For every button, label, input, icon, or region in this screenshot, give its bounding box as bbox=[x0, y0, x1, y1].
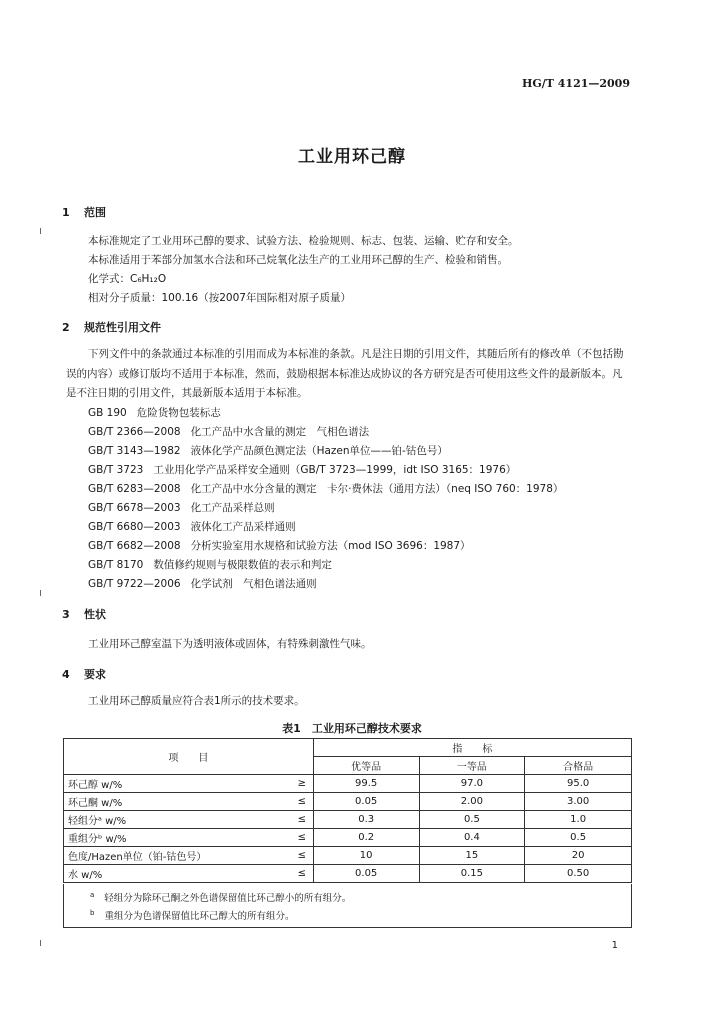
page-number: 1 bbox=[611, 940, 618, 951]
reference-code: GB/T 6678—2003 bbox=[88, 502, 181, 514]
grade-premium: 优等品 bbox=[313, 757, 419, 775]
section-title: 规范性引用文件 bbox=[84, 321, 161, 334]
section-number: 3 bbox=[62, 608, 70, 621]
reference-title: 化学试剂 气相色谱法通则 bbox=[190, 578, 317, 590]
reference-code: GB/T 9722—2006 bbox=[88, 578, 181, 590]
row-item: 重组分ᵇ w/% bbox=[64, 829, 291, 847]
row-value: 0.15 bbox=[419, 865, 525, 883]
requirements-text: 工业用环己醇质量应符合表1所示的技术要求。 bbox=[88, 695, 305, 707]
reference-item bbox=[88, 557, 332, 572]
reference-title: 数值修约规则与极限数值的表示和判定 bbox=[153, 559, 332, 571]
reference-code: GB/T 6682—2008 bbox=[88, 540, 181, 552]
reference-code: GB/T 6283—2008 bbox=[88, 483, 181, 495]
scope-line-2: 本标准适用于苯部分加氢水合法和环己烷氧化法生产的工业用环己醇的生产、检验和销售。 bbox=[88, 254, 508, 266]
reference-code: GB/T 3143—1982 bbox=[88, 445, 181, 457]
section-number: 4 bbox=[62, 668, 70, 681]
row-value: 0.05 bbox=[313, 865, 419, 883]
reference-item bbox=[88, 576, 317, 591]
row-value: 0.05 bbox=[313, 793, 419, 811]
section-2-heading bbox=[62, 319, 161, 335]
reference-item bbox=[88, 443, 448, 458]
table-row bbox=[64, 847, 632, 865]
reference-code: GB/T 3723 bbox=[88, 464, 144, 476]
section-number: 2 bbox=[62, 321, 70, 334]
row-operator: ≤ bbox=[291, 865, 313, 883]
grade-first: 一等品 bbox=[419, 757, 525, 775]
row-operator: ≥ bbox=[291, 775, 313, 793]
references-intro-paragraph: 下列文件中的条款通过本标准的引用而成为本标准的条款。凡是注日期的引用文件，其随后所有的修改单（不包括勘误的内容）或修订版均不适用于本标准，然而，鼓励根据本标准达成协议的各方研究是否可使用这些文件的最新版本。凡是不注日期的引用文件，其最新版本适用于本标准。 bbox=[66, 348, 624, 399]
row-value: 20 bbox=[525, 847, 632, 865]
section-title: 范围 bbox=[84, 206, 106, 219]
footnote-text: 重组分为色谱保留值比环己醇大的所有组分。 bbox=[104, 911, 295, 922]
reference-title: 液体化学产品颜色测定法（Hazen单位——铂-钴色号） bbox=[190, 445, 448, 457]
table-row bbox=[64, 829, 632, 847]
scope-line-1: 本标准规定了工业用环己醇的要求、试验方法、检验规则、标志、包装、运输、贮存和安全。 bbox=[88, 235, 519, 247]
table-caption: 表1 工业用环己醇技术要求 bbox=[282, 722, 422, 735]
chemical-formula: 化学式：C₆H₁₂O bbox=[88, 273, 167, 285]
section-1-heading bbox=[62, 204, 106, 220]
section-title: 性状 bbox=[84, 608, 106, 621]
table-header-row bbox=[64, 739, 632, 757]
standard-code: HG/T 4121—2009 bbox=[521, 77, 630, 90]
footnote-mark: a bbox=[90, 890, 95, 899]
row-operator: ≤ bbox=[291, 847, 313, 865]
row-value: 0.50 bbox=[525, 865, 632, 883]
binding-mark bbox=[40, 228, 41, 234]
row-value: 0.5 bbox=[525, 829, 632, 847]
table-row bbox=[64, 793, 632, 811]
row-value: 99.5 bbox=[313, 775, 419, 793]
reference-item bbox=[88, 424, 369, 439]
row-value: 97.0 bbox=[419, 775, 525, 793]
grade-qualified: 合格品 bbox=[525, 757, 632, 775]
reference-title: 化工产品采样总则 bbox=[190, 502, 275, 514]
reference-code: GB 190 bbox=[88, 407, 127, 419]
header-index: 指 标 bbox=[313, 739, 631, 757]
reference-code: GB/T 6680—2003 bbox=[88, 521, 181, 533]
row-value: 10 bbox=[313, 847, 419, 865]
row-value: 95.0 bbox=[525, 775, 632, 793]
binding-mark bbox=[40, 940, 41, 946]
reference-title: 分析实验室用水规格和试验方法（mod ISO 3696：1987） bbox=[190, 540, 471, 552]
reference-item bbox=[88, 500, 275, 515]
reference-item bbox=[88, 538, 471, 553]
reference-code: GB/T 2366—2008 bbox=[88, 426, 181, 438]
reference-title: 化工产品中水分含量的测定 卡尔·费休法（通用方法）（neq ISO 760：1978） bbox=[190, 483, 564, 495]
row-value: 0.4 bbox=[419, 829, 525, 847]
reference-item bbox=[88, 405, 221, 420]
row-operator: ≤ bbox=[291, 829, 313, 847]
reference-title: 危险货物包装标志 bbox=[136, 407, 221, 419]
table-row bbox=[64, 811, 632, 829]
row-value: 1.0 bbox=[525, 811, 632, 829]
reference-title: 液体化工产品采样通则 bbox=[190, 521, 296, 533]
section-3-heading bbox=[62, 606, 106, 622]
footnote-text: 轻组分为除环己酮之外色谱保留值比环己醇小的所有组分。 bbox=[104, 893, 352, 904]
header-item: 项 目 bbox=[64, 739, 314, 775]
row-item: 色度/Hazen单位（铂-钴色号） bbox=[64, 847, 291, 865]
reference-item bbox=[88, 519, 296, 534]
row-item: 环己醇 w/% bbox=[64, 775, 291, 793]
reference-item bbox=[88, 462, 516, 477]
row-item: 环己酮 w/% bbox=[64, 793, 291, 811]
properties-text: 工业用环己醇室温下为透明液体或固体，有特殊刺激性气味。 bbox=[88, 638, 372, 650]
row-operator: ≤ bbox=[291, 793, 313, 811]
molecular-mass: 相对分子质量：100.16（按2007年国际相对原子质量） bbox=[88, 292, 351, 304]
row-value: 0.5 bbox=[419, 811, 525, 829]
section-number: 1 bbox=[62, 206, 70, 219]
row-value: 3.00 bbox=[525, 793, 632, 811]
row-item: 水 w/% bbox=[64, 865, 291, 883]
table-footnote bbox=[90, 890, 351, 904]
row-value: 0.2 bbox=[313, 829, 419, 847]
row-value: 15 bbox=[419, 847, 525, 865]
section-4-heading bbox=[62, 666, 106, 682]
document-title: 工业用环己醇 bbox=[298, 147, 406, 167]
binding-mark bbox=[40, 590, 41, 596]
section-title: 要求 bbox=[84, 668, 106, 681]
table-row bbox=[64, 865, 632, 883]
row-value: 2.00 bbox=[419, 793, 525, 811]
specification-table bbox=[63, 738, 632, 883]
table-footnote bbox=[90, 908, 294, 922]
reference-item bbox=[88, 481, 563, 496]
row-operator: ≤ bbox=[291, 811, 313, 829]
reference-code: GB/T 8170 bbox=[88, 559, 144, 571]
reference-title: 化工产品中水含量的测定 气相色谱法 bbox=[190, 426, 370, 438]
row-item: 轻组分ᵃ w/% bbox=[64, 811, 291, 829]
footnote-mark: b bbox=[90, 908, 95, 917]
table-footnotes bbox=[63, 884, 632, 928]
table-row bbox=[64, 775, 632, 793]
row-value: 0.3 bbox=[313, 811, 419, 829]
reference-title: 工业用化学产品采样安全通则（GB/T 3723—1999，idt ISO 3165：1976） bbox=[153, 464, 517, 476]
